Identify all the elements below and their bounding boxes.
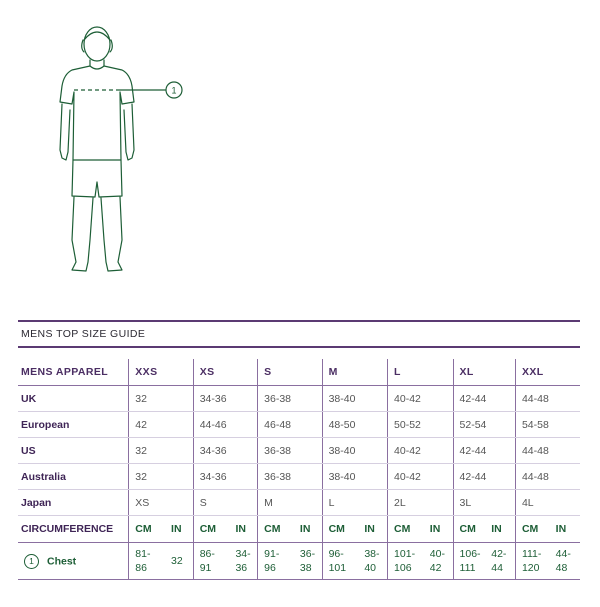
size-xxl: XXL (515, 359, 580, 386)
header-label: MENS APPAREL (18, 359, 129, 386)
table-row (18, 490, 580, 516)
cell: 81- 86 (129, 543, 165, 580)
size-guide-title-bar (18, 320, 580, 348)
cell: 38- 40 (358, 543, 387, 580)
unit-in: IN (424, 516, 453, 543)
row-label: Australia (18, 464, 129, 490)
cell: 40-42 (388, 386, 453, 412)
row-label: US (18, 438, 129, 464)
cell: 96- 101 (322, 543, 358, 580)
cell: 44-48 (515, 464, 580, 490)
unit-in: IN (358, 516, 387, 543)
cell: 42-44 (453, 438, 515, 464)
cell: 32 (129, 386, 193, 412)
circumference-label: CIRCUMFERENCE (18, 516, 129, 543)
cell: L (322, 490, 387, 516)
unit-in: IN (229, 516, 257, 543)
cell: 40- 42 (424, 543, 453, 580)
cell: 42- 44 (485, 543, 515, 580)
cell: 111- 120 (515, 543, 549, 580)
size-m: M (322, 359, 387, 386)
chest-badge-icon: 1 (24, 554, 39, 569)
row-label: European (18, 412, 129, 438)
mannequin-figure (0, 0, 600, 300)
cell: 36-38 (258, 386, 322, 412)
cell: 34-36 (193, 386, 257, 412)
size-xs: XS (193, 359, 257, 386)
unit-in: IN (485, 516, 515, 543)
cell: 3L (453, 490, 515, 516)
cell: 34- 36 (229, 543, 257, 580)
cell: 36-38 (258, 464, 322, 490)
cell: 44-46 (193, 412, 257, 438)
cell: 42-44 (453, 464, 515, 490)
unit-cm: CM (453, 516, 485, 543)
table-row (18, 412, 580, 438)
chest-row (18, 543, 580, 580)
cell: 86- 91 (193, 543, 229, 580)
cell: 40-42 (388, 464, 453, 490)
cell: 40-42 (388, 438, 453, 464)
cell: 46-48 (258, 412, 322, 438)
cell: 52-54 (453, 412, 515, 438)
cell: 38-40 (322, 386, 387, 412)
chest-label: Chest (47, 554, 77, 567)
cell: 48-50 (322, 412, 387, 438)
row-label: UK (18, 386, 129, 412)
cell: 36-38 (258, 438, 322, 464)
cell: 42-44 (453, 386, 515, 412)
cell: 32 (165, 543, 193, 580)
unit-cm: CM (515, 516, 549, 543)
cell: 34-36 (193, 438, 257, 464)
cell: 54-58 (515, 412, 580, 438)
cell: M (258, 490, 322, 516)
cell: 38-40 (322, 438, 387, 464)
size-s: S (258, 359, 322, 386)
cell: 32 (129, 464, 193, 490)
cell: 4L (515, 490, 580, 516)
size-xl: XL (453, 359, 515, 386)
unit-cm: CM (388, 516, 424, 543)
size-xxs: XXS (129, 359, 193, 386)
unit-cm: CM (322, 516, 358, 543)
chest-callout-number: 1 (171, 85, 177, 96)
size-table (18, 359, 580, 580)
row-label: Japan (18, 490, 129, 516)
table-row (18, 464, 580, 490)
cell: S (193, 490, 257, 516)
unit-cm: CM (129, 516, 165, 543)
unit-cm: CM (193, 516, 229, 543)
unit-cm: CM (258, 516, 294, 543)
unit-in: IN (550, 516, 580, 543)
cell: 32 (129, 438, 193, 464)
cell: 44- 48 (550, 543, 580, 580)
cell: 44-48 (515, 438, 580, 464)
chest-label-cell (18, 543, 129, 580)
cell: 101- 106 (388, 543, 424, 580)
table-row (18, 438, 580, 464)
cell: 44-48 (515, 386, 580, 412)
cell: 42 (129, 412, 193, 438)
circumference-row (18, 516, 580, 543)
unit-in: IN (294, 516, 322, 543)
cell: 34-36 (193, 464, 257, 490)
header-row (18, 359, 580, 386)
cell: XS (129, 490, 193, 516)
cell: 50-52 (388, 412, 453, 438)
cell: 38-40 (322, 464, 387, 490)
cell: 2L (388, 490, 453, 516)
size-guide-title: MENS TOP SIZE GUIDE (21, 328, 146, 340)
table-row (18, 386, 580, 412)
unit-in: IN (165, 516, 193, 543)
size-l: L (388, 359, 453, 386)
cell: 91- 96 (258, 543, 294, 580)
cell: 36- 38 (294, 543, 322, 580)
cell: 106- 111 (453, 543, 485, 580)
